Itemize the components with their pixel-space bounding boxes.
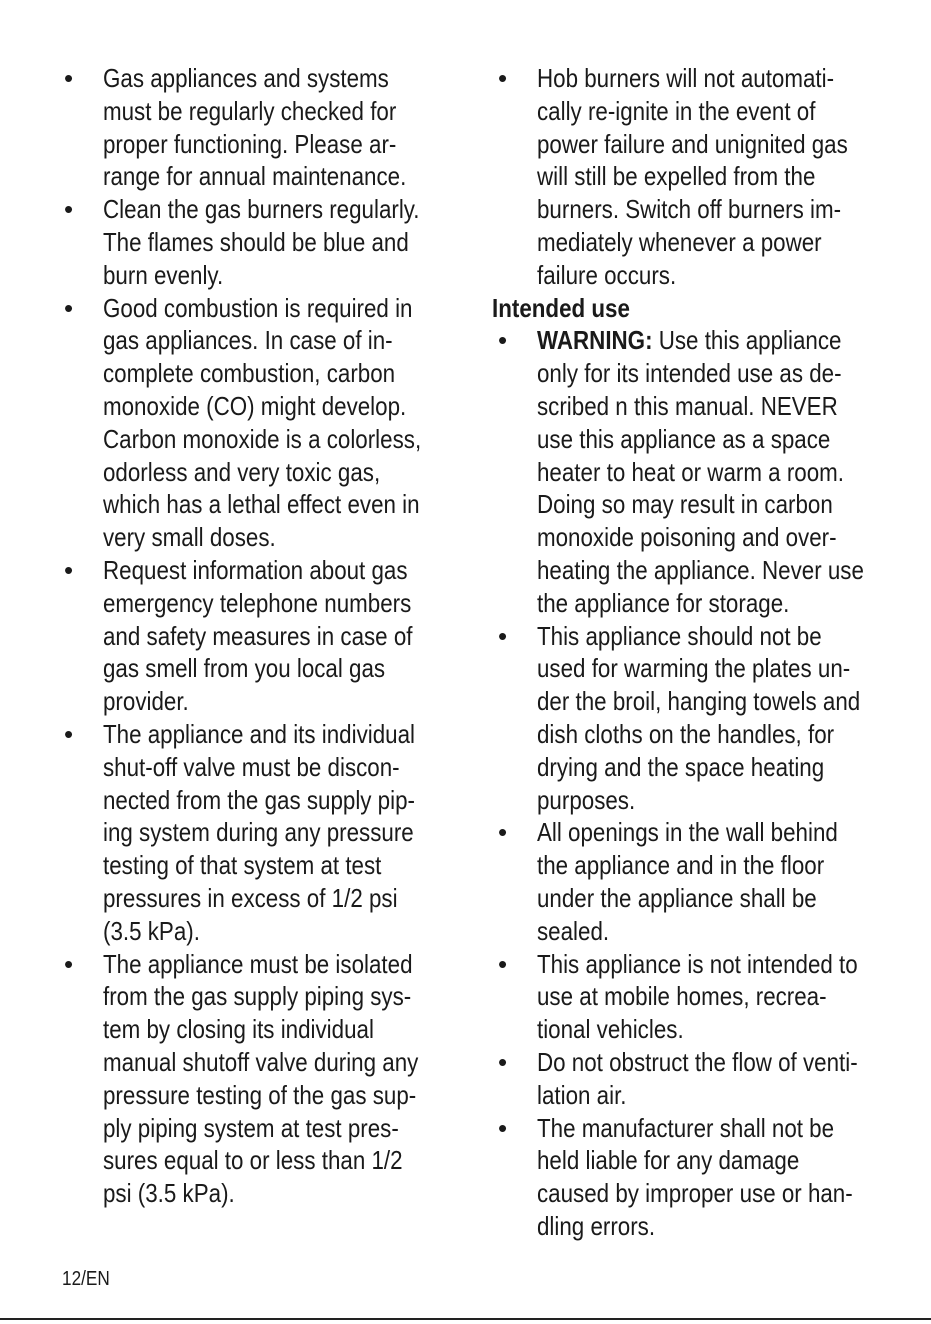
bullet-icon: •	[64, 718, 74, 749]
item-line: range for annual maintenance.	[103, 161, 407, 192]
item-line: Gas appliances and systems	[103, 63, 389, 93]
list-item	[492, 620, 887, 817]
bullet-icon: •	[498, 817, 508, 848]
item-line: heating the appliance. Never use	[537, 554, 864, 585]
item-line: must be regularly checked for	[103, 95, 397, 126]
item-line: Do not obstruct the flow of venti-	[537, 1046, 858, 1077]
bullet-icon: •	[498, 1112, 508, 1143]
item-line: proper functioning. Please ar-	[103, 128, 397, 159]
item-line: monoxide (CO) might develop.	[103, 390, 407, 421]
item-line: power failure and unignited gas	[537, 128, 848, 159]
item-line: held liable for any damage	[537, 1145, 800, 1176]
item-line: provider.	[103, 686, 189, 717]
item-line: drying and the space heating	[537, 751, 825, 782]
bullet-icon: •	[64, 63, 74, 93]
list-item	[58, 554, 448, 718]
item-line: sealed.	[537, 915, 610, 946]
warning-label: WARNING:	[537, 325, 653, 356]
item-line: emergency telephone numbers	[103, 587, 412, 618]
item-line: from the gas supply piping sys-	[103, 981, 412, 1012]
item-line: The appliance and its individual	[103, 718, 416, 749]
item-line: dling errors.	[537, 1210, 656, 1241]
item-line: caused by improper use or han-	[537, 1178, 853, 1209]
item-line: purposes.	[537, 784, 636, 815]
item-line: shut-off valve must be discon-	[103, 751, 400, 782]
item-line: ing system during any pressure	[103, 817, 414, 848]
item-line: dish cloths on the handles, for	[537, 718, 835, 749]
item-line: the appliance for storage.	[537, 587, 790, 618]
item-line: cally re-ignite in the event of	[537, 95, 816, 126]
warning-list-item	[492, 324, 887, 619]
item-line: mediately whenever a power	[537, 226, 822, 257]
bottom-rule	[0, 1318, 931, 1320]
list-item	[58, 62, 448, 193]
item-line: scribed n this manual. NEVER	[537, 390, 838, 421]
warning-first-line: Use this appliance	[652, 325, 842, 356]
item-line: gas smell from you local gas	[103, 653, 386, 684]
item-line: tional vehicles.	[537, 1014, 684, 1045]
item-line: under the appliance shall be	[537, 882, 817, 913]
item-line: failure occurs.	[537, 259, 677, 290]
bullet-icon: •	[498, 948, 508, 979]
list-item	[492, 1112, 887, 1243]
list-item	[58, 193, 448, 291]
item-line: This appliance should not be	[537, 620, 822, 651]
item-line: (3.5 kPa).	[103, 915, 200, 946]
item-line: pressure testing of the gas sup-	[103, 1079, 417, 1110]
item-line: Request information about gas	[103, 554, 408, 585]
item-line: This appliance is not intended to	[537, 948, 858, 979]
bullet-icon: •	[498, 325, 508, 356]
item-line: use this appliance as a space	[537, 423, 831, 454]
list-item	[58, 292, 448, 554]
item-line: der the broil, hanging towels and	[537, 686, 861, 717]
list-item	[492, 62, 887, 292]
item-line: monoxide poisoning and over-	[537, 522, 837, 553]
list-item	[58, 718, 448, 948]
item-line: ply piping system at test pres-	[103, 1112, 399, 1143]
list-item	[58, 948, 448, 1210]
item-line: tem by closing its individual	[103, 1014, 374, 1045]
section-heading	[492, 292, 887, 325]
item-line: pressures in excess of 1/2 psi	[103, 882, 398, 913]
item-line: sures equal to or less than 1/2	[103, 1145, 403, 1176]
item-line: complete combustion, carbon	[103, 358, 396, 389]
item-line: Carbon monoxide is a colorless,	[103, 423, 422, 454]
item-line: Clean the gas burners regularly.	[103, 194, 420, 225]
item-line: heater to heat or warm a room.	[537, 456, 844, 487]
item-line	[537, 324, 842, 357]
item-line: lation air.	[537, 1079, 627, 1110]
item-line: nected from the gas supply pip-	[103, 784, 415, 815]
right-column	[492, 62, 887, 1243]
item-line: testing of that system at test	[103, 850, 382, 881]
list-item	[492, 1046, 887, 1112]
item-line: burn evenly.	[103, 259, 224, 290]
left-column	[58, 62, 448, 1210]
item-line: Doing so may result in carbon	[537, 489, 833, 520]
item-line: only for its intended use as de-	[537, 358, 842, 389]
item-line: used for warming the plates un-	[537, 653, 851, 684]
item-line: odorless and very toxic gas,	[103, 456, 381, 487]
bullet-icon: •	[498, 620, 508, 651]
item-line: and safety measures in case of	[103, 620, 413, 651]
item-line: manual shutoff valve during any	[103, 1046, 419, 1077]
item-line: which has a lethal effect even in	[103, 489, 420, 520]
bullet-icon: •	[498, 1046, 508, 1077]
item-line: will still be expelled from the	[537, 161, 816, 192]
item-line: The flames should be blue and	[103, 226, 409, 257]
item-line: All openings in the wall behind	[537, 817, 838, 848]
item-line: burners. Switch off burners im-	[537, 194, 842, 225]
item-line: Good combustion is required in	[103, 292, 413, 323]
bullet-icon: •	[64, 292, 74, 323]
item-line: the appliance and in the floor	[537, 850, 825, 881]
item-line: The manufacturer shall not be	[537, 1112, 835, 1143]
item-line: The appliance must be isolated	[103, 948, 413, 979]
item-line: Hob burners will not automati-	[537, 63, 835, 93]
bullet-icon: •	[498, 63, 508, 93]
list-item	[492, 948, 887, 1046]
page-number: 12/EN	[62, 1268, 110, 1290]
bullet-icon: •	[64, 554, 74, 585]
section-heading-text: Intended use	[492, 292, 630, 323]
list-item	[492, 816, 887, 947]
item-line: psi (3.5 kPa).	[103, 1178, 235, 1209]
item-line: use at mobile homes, recrea-	[537, 981, 827, 1012]
bullet-icon: •	[64, 948, 74, 979]
bullet-icon: •	[64, 194, 74, 225]
item-line: gas appliances. In case of in-	[103, 325, 393, 356]
item-line: very small doses.	[103, 522, 276, 553]
